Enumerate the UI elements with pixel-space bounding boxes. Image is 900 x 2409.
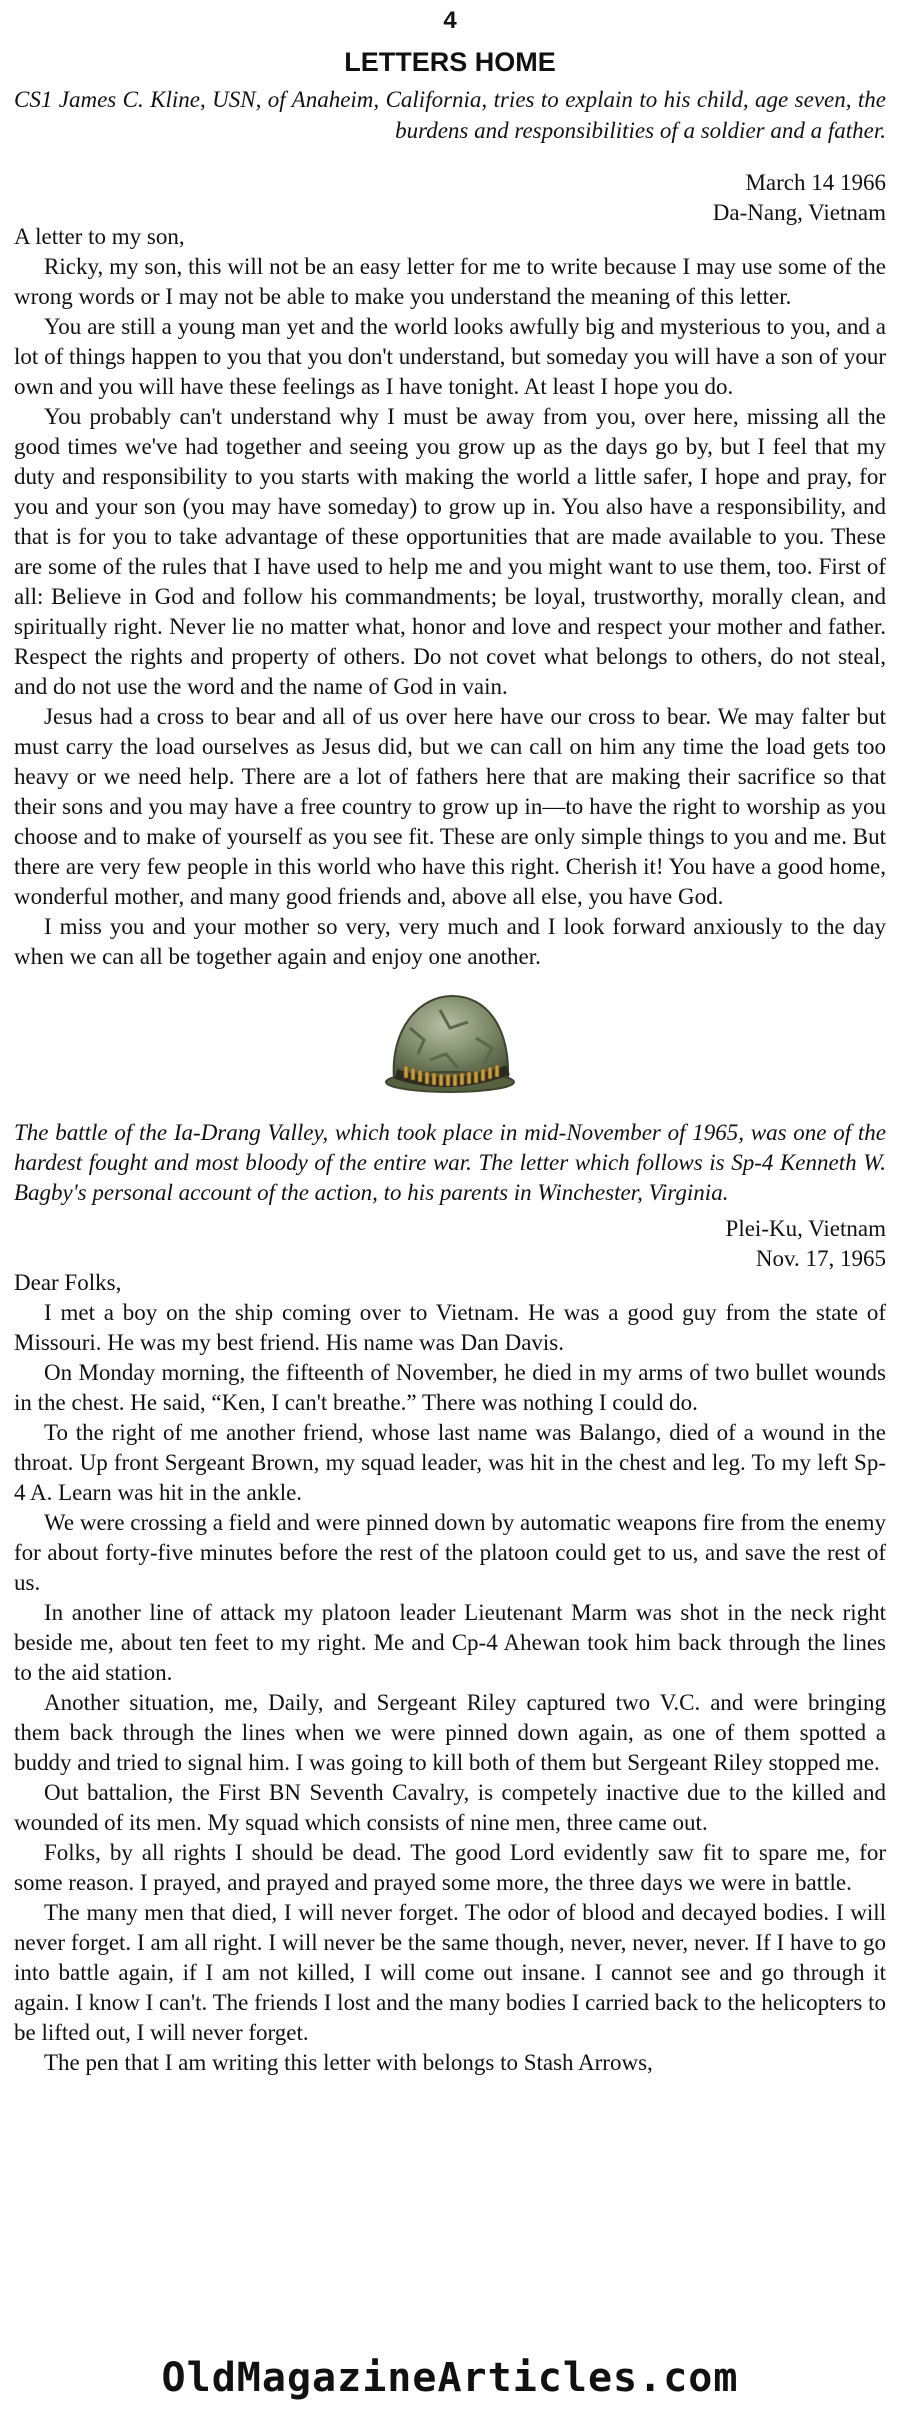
- letter-to-son: [14, 168, 886, 972]
- letter1-paragraph: Ricky, my son, this will not be an easy letter for me to write because I may use some of the wrong words or I may not be able to make you understand the meaning of this letter.: [14, 254, 886, 309]
- letter-to-folks: [14, 1214, 886, 2078]
- letter1-place: Da-Nang, Vietnam: [712, 200, 886, 225]
- site-watermark: OldMagazineArticles.com: [0, 2352, 900, 2404]
- letter1-salutation: A letter to my son,: [14, 224, 185, 249]
- letter2-paragraph: To the right of me another friend, whose last name was Balango, died of a wound in the throat. Up front Sergeant Brown, my squad leader, was hit in the chest and leg. To my left Sp-4 A. Learn was hit in the ankle.: [14, 1420, 886, 1505]
- helmet-illustration: [14, 982, 886, 1108]
- letter2-paragraph: On Monday morning, the fifteenth of November, he died in my arms of two bullet wounds in the chest. He said, “Ken, I can't breathe.” There was nothing I could do.: [14, 1360, 886, 1415]
- letter2-paragraph: We were crossing a field and were pinned down by automatic weapons fire from the enemy for about forty-five minutes before the rest of the platoon could get to us, and save the rest of us.: [14, 1510, 886, 1595]
- photo-caption: The battle of the Ia-Drang Valley, which took place in mid-November of 1965, was one of the hardest fought and most bloody of the entire war. The letter which follows is Sp-4 Kenneth W. Bagby's personal account of the action, to his parents in Winchester, Virginia.: [14, 1120, 886, 1205]
- letter2-salutation: Dear Folks,: [14, 1270, 122, 1295]
- letter1-date: March 14 1966: [745, 170, 886, 195]
- article-title: LETTERS HOME: [344, 47, 556, 77]
- letter2-paragraph: In another line of attack my platoon leader Lieutenant Marm was shot in the neck right beside me, about ten feet to my right. Me and Cp-4 Ahewan took him back through the lines to the aid station.: [14, 1600, 886, 1685]
- page-number: 4: [443, 7, 457, 34]
- letter2-paragraph: Out battalion, the First BN Seventh Cavalry, is competely inactive due to the killed and wounded of its men. My squad which consists of nine men, three came out.: [14, 1780, 886, 1835]
- letter1-paragraph: You probably can't understand why I must be away from you, over here, missing all the good times we've had together and seeing you grow up as the days go by, but I feel that my duty and responsibility to you starts with making the world a little safer, I hope and pray, for you and your son (you may have someday) to grow up in. You also have a responsibility, and that is for you to take advantage of these opportunities that are made available to you. These are some of the rules that I have used to help me and you might want to use them, too. First of all: Believe in God and follow his commandments; be loyal, trustworthy, morally clean, and spiritually right. Never lie no matter what, honor and love and respect your mother and father. Respect the rights and property of others. Do not covet what belongs to others, do not steal, and do not use the word and the name of God in vain.: [14, 404, 886, 699]
- helmet-icon: [380, 988, 520, 1108]
- magazine-page: [14, 0, 886, 2078]
- letter1-paragraph: Jesus had a cross to bear and all of us over here have our cross to bear. We may falter but must carry the load ourselves as Jesus did, but we can call on him any time the load gets too heavy or we need help. There are a lot of fathers here that are making their sacrifice so that their sons and you may have a free country to grow up in—to have the right to worship as you choose and to make of yourself as you see fit. These are only simple things to you and me. But there are very few people in this world who have this right. Cherish it! You have a good home, wonderful mother, and many good friends and, above all else, you have God.: [14, 704, 886, 909]
- letter2-paragraph: The many men that died, I will never forget. The odor of blood and decayed bodies. I will never forget. I am all right. I will never be the same though, never, never, never. If I have to go into battle again, if I am not killed, I will come out insane. I cannot see and go through it again. I know I can't. The friends I lost and the many bodies I carried back to the helicopters to be lifted out, I will never forget.: [14, 1900, 886, 2045]
- letter2-paragraph: Folks, by all rights I should be dead. The good Lord evidently saw fit to spare me, for some reason. I prayed, and prayed and prayed some more, the three days we were in battle.: [14, 1840, 886, 1895]
- letter2-place: Plei-Ku, Vietnam: [725, 1216, 886, 1241]
- letter2-paragraph: Another situation, me, Daily, and Sergeant Riley captured two V.C. and were bringing them back through the lines when we were pinned down again, as one of them spotted a buddy and tried to signal him. I was going to kill both of them but Sergeant Riley stopped me.: [14, 1690, 886, 1775]
- letter2-paragraph: I met a boy on the ship coming over to Vietnam. He was a good guy from the state of Missouri. He was my best friend. His name was Dan Davis.: [14, 1300, 886, 1355]
- letter2-date: Nov. 17, 1965: [755, 1246, 886, 1271]
- letter1-paragraph: You are still a young man yet and the world looks awfully big and mysterious to you, and a lot of things happen to you that you don't understand, but someday you will have a son of your own and you will have these feelings as I have tonight. At least I hope you do.: [14, 314, 886, 399]
- letter1-paragraph: I miss you and your mother so very, very much and I look forward anxiously to the day when we can all be together again and enjoy one another.: [14, 914, 886, 969]
- letter2-paragraph: The pen that I am writing this letter with belongs to Stash Arrows,: [44, 2050, 653, 2075]
- article-intro: CS1 James C. Kline, USN, of Anaheim, California, tries to explain to his child, age seven, the burdens and responsibilities of a soldier and a father.: [14, 87, 886, 143]
